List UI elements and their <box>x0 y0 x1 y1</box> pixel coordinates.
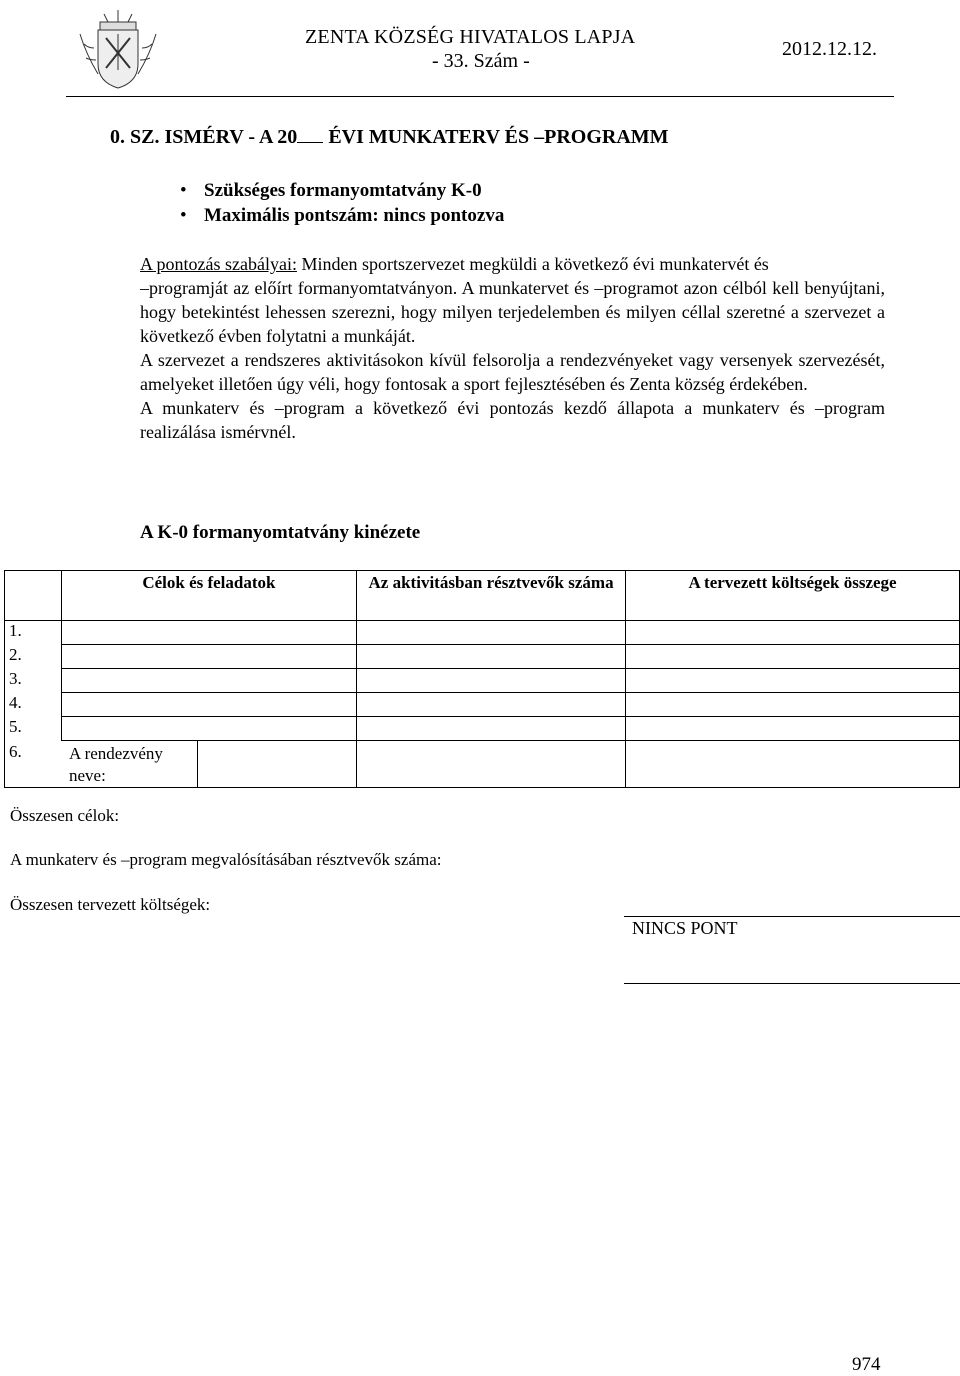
table-row <box>5 693 960 717</box>
table-cell <box>61 693 356 717</box>
table-cell <box>357 621 626 645</box>
row-number: 5. <box>5 717 62 741</box>
list-item: • Maximális pontszám: nincs pontozva <box>180 203 504 228</box>
requirements-list <box>180 178 504 228</box>
column-header: Az aktivitásban résztvevők száma <box>357 571 626 621</box>
table-cell <box>357 669 626 693</box>
event-name-label: A rendezvény neve: <box>69 741 198 787</box>
header-title: ZENTA KÖZSÉG HIVATALOS LAPJA <box>305 26 636 48</box>
table-cell <box>626 621 960 645</box>
table-cell <box>626 741 960 788</box>
rules-line <box>140 252 885 276</box>
section-title-prefix: 0. SZ. ISMÉRV - A 20 <box>110 126 298 148</box>
paragraph: A munkaterv és –program a következő évi pontozás kezdő állapota a munkaterv és –program realizálása ismérvnél. <box>140 398 885 442</box>
form-heading: A K-0 formanyomtatvány kinézete <box>140 522 421 543</box>
row-number: 3. <box>5 669 62 693</box>
table-row <box>5 669 960 693</box>
header-date: 2012.12.12. <box>782 38 877 60</box>
header-issue: - 33. Szám - <box>432 50 530 72</box>
table-cell <box>357 645 626 669</box>
table-cell <box>626 669 960 693</box>
page-number: 974 <box>852 1354 881 1375</box>
row-number: 1. <box>5 621 62 645</box>
table-cell <box>357 741 626 788</box>
table-cell <box>357 693 626 717</box>
table-row <box>5 717 960 741</box>
row-number: 6. <box>9 742 22 761</box>
rules-line1: Minden sportszervezet megküldi a következő évi munkatervét és <box>296 254 769 274</box>
table-cell <box>626 717 960 741</box>
k0-form-table <box>4 570 960 788</box>
table-row <box>5 621 960 645</box>
row-number: 2. <box>5 645 62 669</box>
table-cell <box>5 571 62 621</box>
table-cell <box>61 669 356 693</box>
table-cell <box>61 645 356 669</box>
coat-of-arms-logo <box>70 4 166 92</box>
table-cell <box>626 693 960 717</box>
table-cell <box>61 717 356 741</box>
paragraph: A szervezet a rendszeres aktivitásokon kívül felsorolja a rendezvényeket vagy versenyek szervezését, amelyeket illetően úgy véli, hogy fontosak a sport fejlesztésében és Zenta község érdekében. <box>140 350 885 394</box>
table-cell <box>626 645 960 669</box>
column-header: A tervezett költségek összege <box>626 571 960 621</box>
total-costs-label: Összesen tervezett költségek: <box>10 895 211 914</box>
table-row <box>5 645 960 669</box>
column-header: Célok és feladatok <box>61 571 356 621</box>
rules-text <box>140 252 885 444</box>
rules-label: A pontozás szabályai: <box>140 254 297 274</box>
year-blank <box>297 124 323 143</box>
participants-label: A munkaterv és –program megvalósításában résztvevők száma: <box>10 850 442 869</box>
total-goals-label: Összesen célok: <box>10 806 120 825</box>
header-rule <box>66 96 894 97</box>
section-title <box>110 124 669 149</box>
row-number: 4. <box>5 693 62 717</box>
paragraph: –programját az előírt formanyomtatványon. A munkatervet és –programot azon célból kell benyújtani, hogy betekintést lehessen szerezni, hogy milyen terjedelemben és milyen céllal szeretné a szervezet a következő évben folytatni a munkáját. <box>140 278 885 346</box>
section-title-suffix: ÉVI MUNKATERV ÉS –PROGRAMM <box>323 126 669 148</box>
table-cell <box>61 621 356 645</box>
no-points-text: NINCS PONT <box>632 918 738 938</box>
table-cell <box>357 717 626 741</box>
table-row <box>5 741 960 788</box>
list-item: • Szükséges formanyomtatvány K-0 <box>180 178 504 203</box>
event-name-cell <box>5 741 357 788</box>
